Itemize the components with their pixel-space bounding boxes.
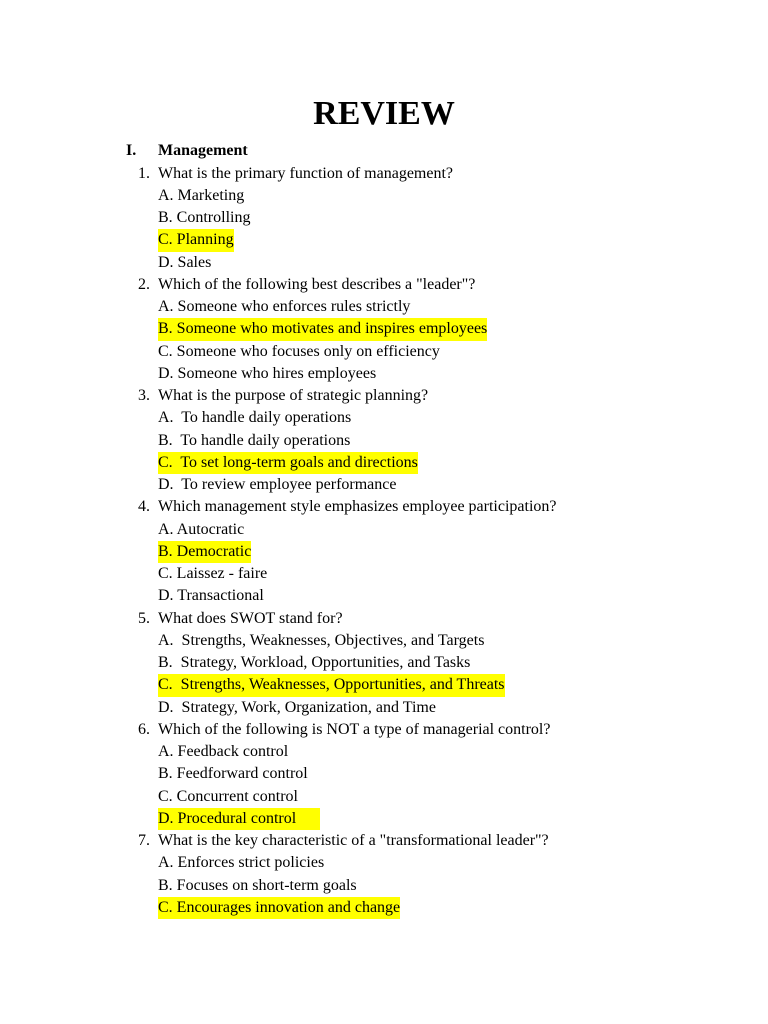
- answer-text: B. Controlling: [158, 209, 251, 226]
- answer-text: D. Transactional: [158, 587, 264, 605]
- question-number: 1.: [138, 164, 150, 182]
- correct-answer-text: C. Encourages innovation and change: [158, 897, 400, 919]
- answer-option: [0, 786, 768, 808]
- question-line: [0, 274, 768, 296]
- answer-text: D. To review employee performance: [158, 476, 397, 493]
- answer-text: B. To handle daily operations: [158, 431, 351, 449]
- question-number: 6.: [138, 720, 150, 738]
- section-name: Management: [158, 142, 248, 159]
- question-text: What does SWOT stand for?: [158, 609, 343, 627]
- answer-text: C. Laissez - faire: [158, 565, 268, 582]
- answer-option: [0, 452, 768, 474]
- question-line: [0, 608, 768, 630]
- question-number: 4.: [138, 498, 150, 516]
- answer-option: [0, 852, 768, 874]
- question-number: 7.: [138, 832, 150, 849]
- answer-text: A. Strengths, Weaknesses, Objectives, and Targets: [158, 631, 485, 649]
- answer-option: [0, 763, 768, 785]
- question-line: [0, 385, 768, 407]
- answer-option: [0, 341, 768, 363]
- answer-option: [0, 252, 768, 274]
- question-item: [0, 496, 768, 607]
- answer-text: C. Concurrent control: [158, 787, 298, 805]
- answer-option: [0, 875, 768, 897]
- answer-option: [0, 363, 768, 385]
- answer-text: A. Feedback control: [158, 743, 289, 760]
- correct-answer-text: B. Someone who motivates and inspires employees: [158, 318, 487, 340]
- answer-option: [0, 563, 768, 585]
- answer-option: [0, 519, 768, 541]
- answer-option: [0, 897, 768, 919]
- answer-option: [0, 474, 768, 496]
- question-number: 5.: [138, 609, 150, 627]
- answer-option: [0, 808, 768, 830]
- answer-option: [0, 185, 768, 207]
- question-item: [0, 719, 768, 830]
- answer-option: [0, 430, 768, 452]
- correct-answer-text: D. Procedural control: [158, 808, 320, 830]
- question-line: [0, 830, 768, 852]
- question-item: [0, 385, 768, 496]
- answer-text: A. To handle daily operations: [158, 409, 352, 427]
- answer-text: A. Autocratic: [158, 520, 245, 538]
- answer-option: [0, 229, 768, 251]
- answer-text: D. Someone who hires employees: [158, 364, 377, 382]
- question-item: [0, 830, 768, 919]
- correct-answer-text: C. Planning: [158, 229, 234, 251]
- answer-text: C. Someone who focuses only on efficiency: [158, 342, 440, 360]
- question-text: Which of the following best describes a "leader"?: [158, 275, 476, 293]
- answer-text: B. Focuses on short-term goals: [158, 876, 357, 894]
- answer-option: [0, 407, 768, 429]
- answer-option: [0, 630, 768, 652]
- question-number: 3.: [138, 387, 150, 404]
- question-line: [0, 496, 768, 518]
- question-item: [0, 163, 768, 274]
- answer-option: [0, 296, 768, 318]
- question-item: [0, 608, 768, 719]
- question-text: What is the key characteristic of a "transformational leader"?: [158, 832, 549, 849]
- question-line: [0, 719, 768, 741]
- correct-answer-text: C. Strengths, Weaknesses, Opportunities, and Threats: [158, 674, 505, 696]
- answer-text: A. Enforces strict policies: [158, 854, 325, 872]
- question-number: 2.: [138, 275, 150, 293]
- answer-text: D. Sales: [158, 253, 212, 271]
- question-text: Which of the following is NOT a type of managerial control?: [158, 720, 551, 738]
- question-item: [0, 274, 768, 385]
- answer-option: [0, 697, 768, 719]
- question-text: What is the purpose of strategic planning?: [158, 387, 429, 404]
- answer-text: B. Strategy, Workload, Opportunities, and Tasks: [158, 654, 471, 671]
- page-title: REVIEW: [313, 95, 455, 132]
- question-line: [0, 163, 768, 185]
- question-list: [0, 163, 768, 920]
- answer-option: [0, 674, 768, 696]
- question-text: Which management style emphasizes employee participation?: [158, 498, 557, 516]
- correct-answer-text: C. To set long-term goals and directions: [158, 452, 418, 474]
- answer-text: A. Someone who enforces rules strictly: [158, 298, 411, 315]
- answer-text: D. Strategy, Work, Organization, and Time: [158, 698, 436, 716]
- correct-answer-text: B. Democratic: [158, 541, 251, 563]
- answer-option: [0, 741, 768, 763]
- answer-option: [0, 318, 768, 340]
- section-numeral: I.: [126, 142, 137, 159]
- answer-option: [0, 541, 768, 563]
- question-text: What is the primary function of management?: [158, 164, 454, 182]
- answer-option: [0, 207, 768, 229]
- answer-text: B. Feedforward control: [158, 765, 308, 783]
- answer-text: A. Marketing: [158, 186, 245, 204]
- answer-option: [0, 652, 768, 674]
- answer-option: [0, 585, 768, 607]
